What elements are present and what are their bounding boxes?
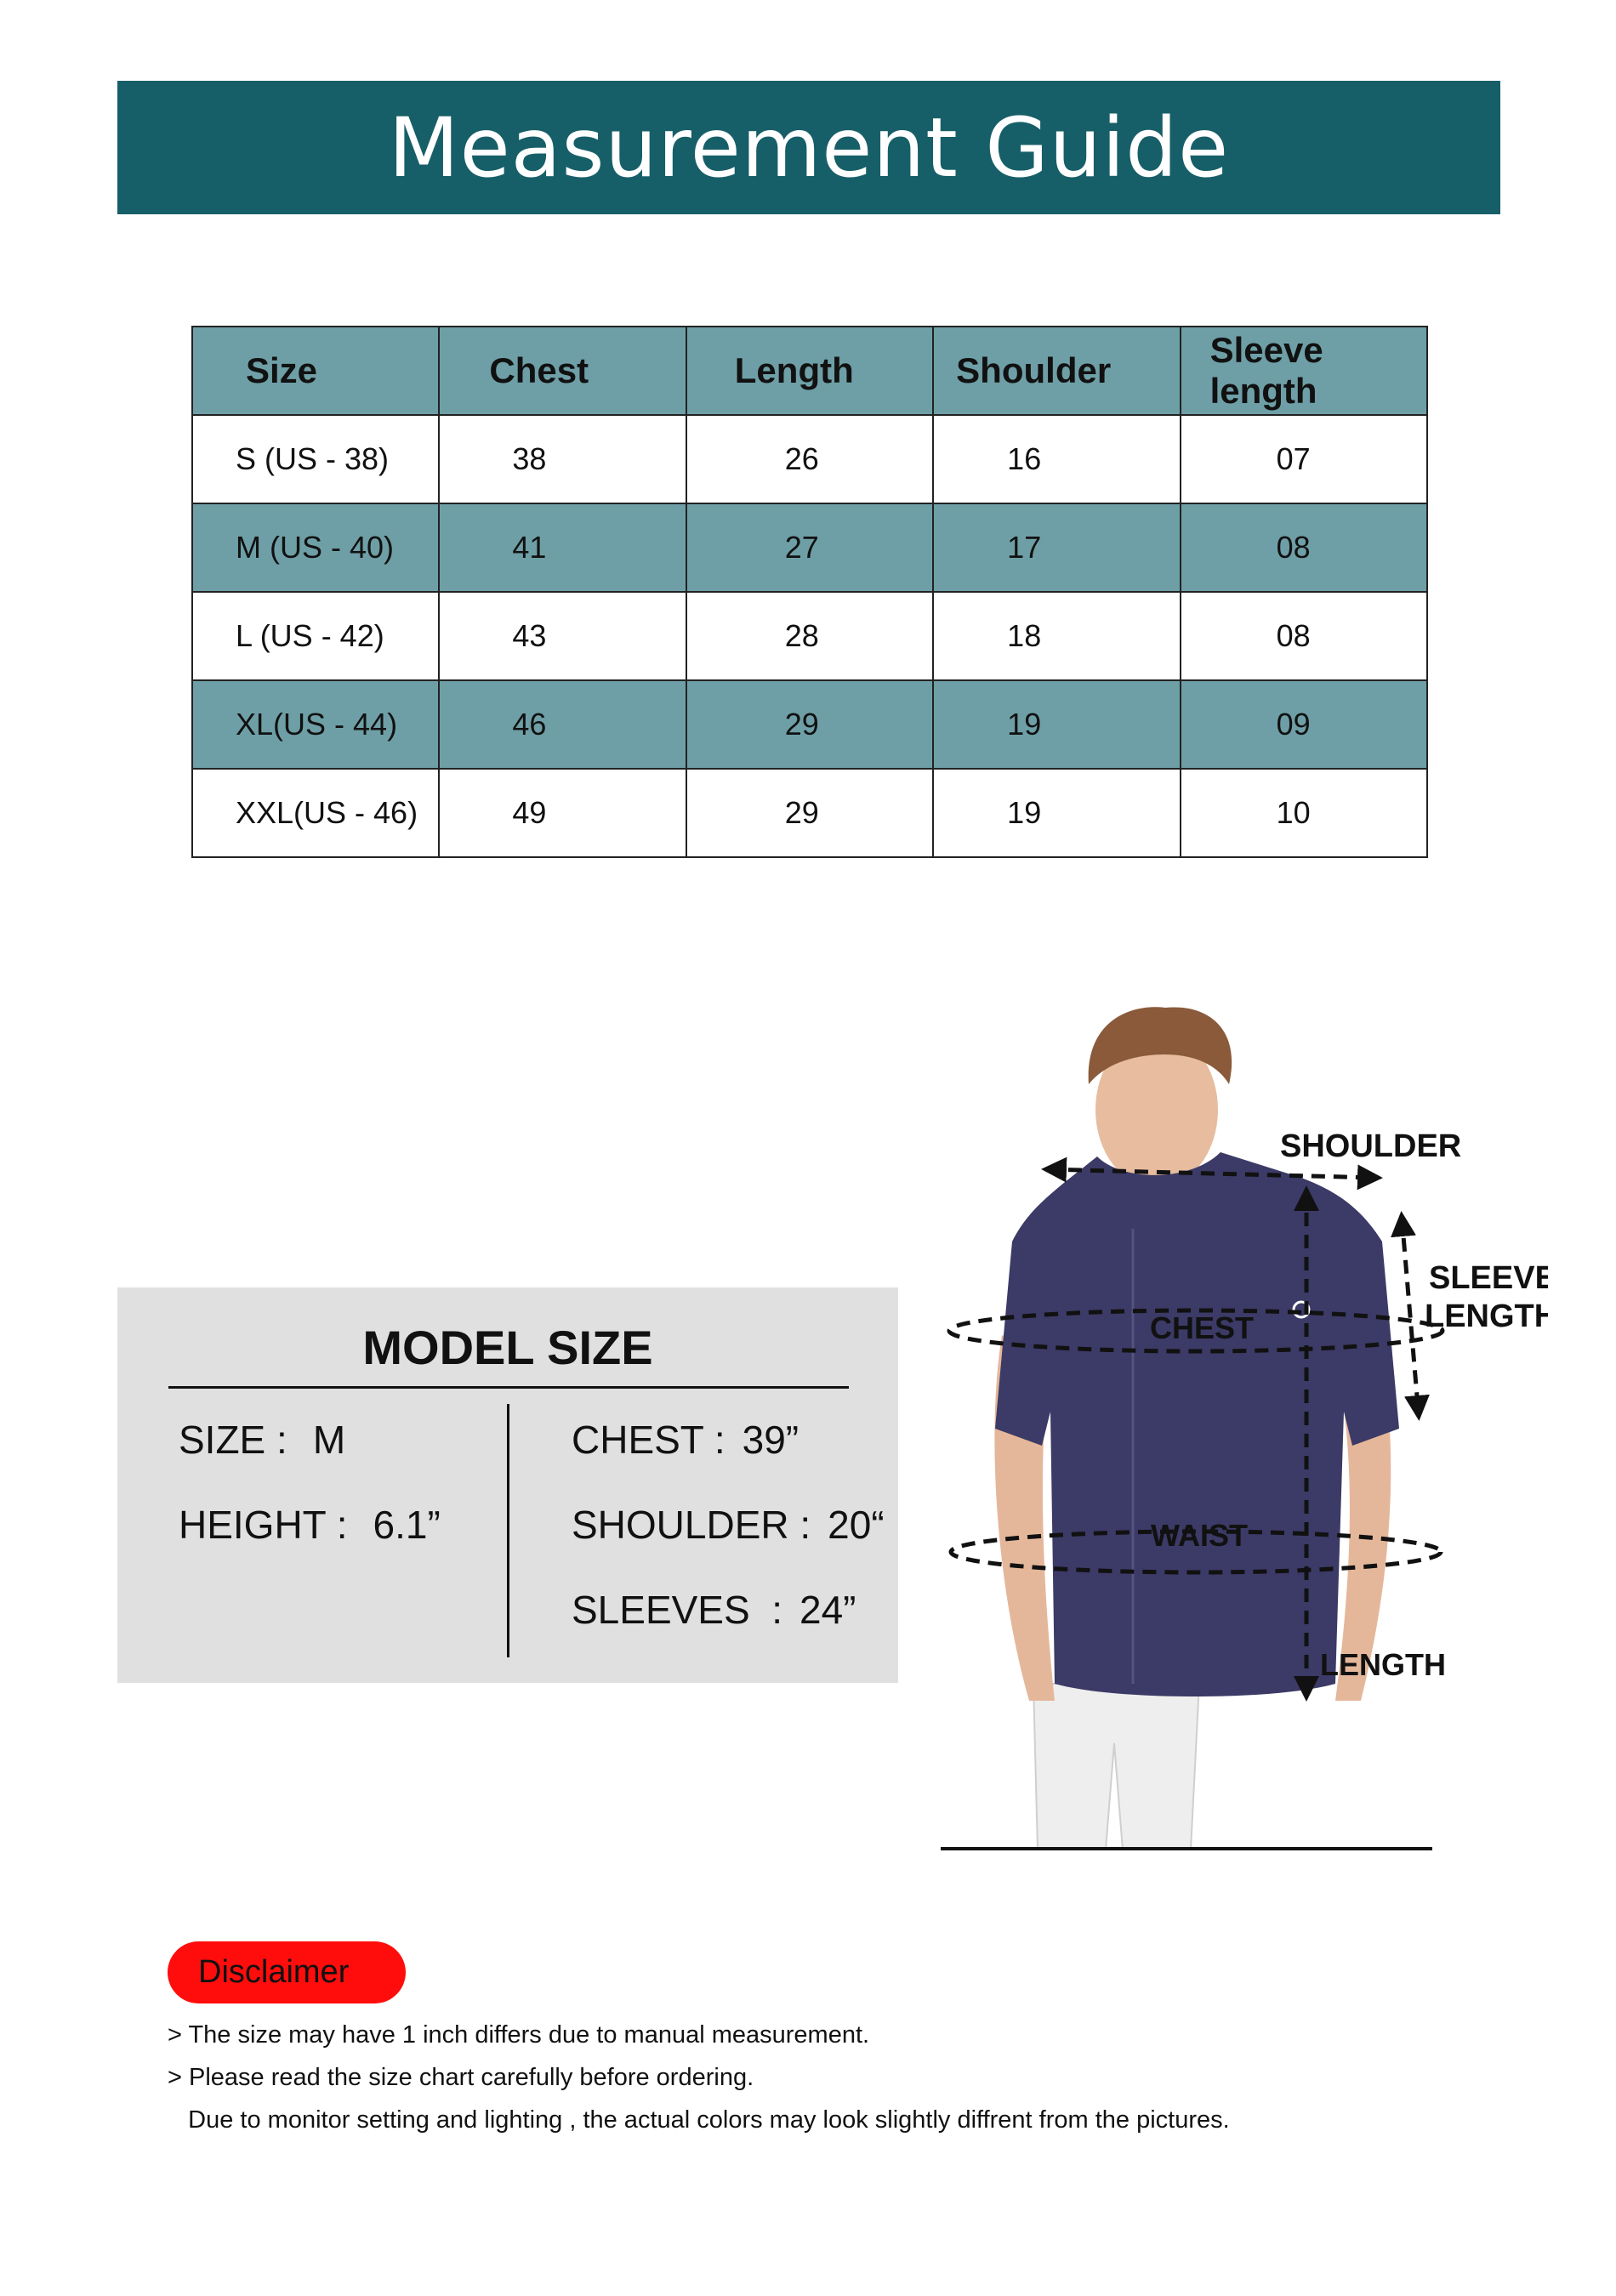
- cell-sleeve-length: 09: [1181, 680, 1427, 769]
- table-row: [192, 592, 1427, 680]
- header-chest: Chest: [439, 327, 686, 415]
- stat-key: HEIGHT :: [179, 1503, 348, 1547]
- cell-size: XXL(US - 46): [192, 769, 439, 857]
- stat-value: M: [312, 1418, 346, 1462]
- disclaimer-line: > The size may have 1 inch differs due to manual measurement.: [168, 2021, 870, 2049]
- cell-sleeve-length: 08: [1181, 592, 1427, 680]
- pants: [1033, 1684, 1199, 1850]
- table-row: [192, 769, 1427, 857]
- cell-length: 28: [686, 592, 933, 680]
- size-chart-table: [191, 326, 1428, 858]
- label-length: LENGTH: [1320, 1647, 1446, 1682]
- stat-value: 6.1”: [373, 1503, 441, 1547]
- sleeve-arrow: [1402, 1216, 1419, 1416]
- header-length: Length: [686, 327, 933, 415]
- cell-sleeve-length: 08: [1181, 503, 1427, 592]
- model-stat-sleeves: [572, 1587, 856, 1633]
- disclaimer-badge: Disclaimer: [168, 1941, 406, 2003]
- cell-chest: 46: [439, 680, 686, 769]
- stat-value: 24”: [799, 1588, 856, 1632]
- label-sleeve-length: LENGTH: [1425, 1299, 1548, 1334]
- cell-shoulder: 19: [933, 769, 1180, 857]
- page-title: Measurement Guide: [388, 99, 1230, 196]
- cell-chest: 43: [439, 592, 686, 680]
- table-row: [192, 680, 1427, 769]
- cell-sleeve-length: 10: [1181, 769, 1427, 857]
- cell-length: 27: [686, 503, 933, 592]
- cell-sleeve-length: 07: [1181, 415, 1427, 503]
- floor-line: [941, 1847, 1432, 1850]
- disclaimer-line: Due to monitor setting and lighting , the actual colors may look slightly diffrent from the pictures.: [168, 2106, 1230, 2134]
- cell-shoulder: 16: [933, 415, 1180, 503]
- model-measurement-illustration: [936, 935, 1548, 1858]
- header-size: Size: [192, 327, 439, 415]
- cell-chest: 41: [439, 503, 686, 592]
- divider-vertical: [507, 1404, 509, 1657]
- cell-shoulder: 17: [933, 503, 1180, 592]
- table-row: [192, 415, 1427, 503]
- model-size-panel: [117, 1287, 898, 1683]
- model-stat-size: [179, 1417, 345, 1463]
- header-shoulder: Shoulder: [933, 327, 1180, 415]
- cell-length: 29: [686, 769, 933, 857]
- stat-value: 39”: [742, 1418, 799, 1462]
- model-size-heading: MODEL SIZE: [362, 1321, 653, 1374]
- label-sleeve: SLEEVE: [1429, 1260, 1548, 1296]
- stat-key: CHEST :: [572, 1418, 725, 1462]
- label-shoulder: SHOULDER: [1280, 1128, 1462, 1164]
- title-banner: [117, 81, 1500, 214]
- header-sleeve-length: Sleeve length: [1181, 327, 1427, 415]
- cell-size: XL(US - 44): [192, 680, 439, 769]
- model-stat-chest: [572, 1417, 799, 1463]
- stat-key: SLEEVES :: [572, 1588, 783, 1632]
- table-row: [192, 503, 1427, 592]
- disclaimer-line: > Please read the size chart carefully before ordering.: [168, 2064, 754, 2091]
- model-photo-diagram: [936, 935, 1548, 1858]
- cell-length: 29: [686, 680, 933, 769]
- model-stat-shoulder: [572, 1502, 885, 1548]
- cell-chest: 49: [439, 769, 686, 857]
- tshirt: [995, 1152, 1399, 1696]
- cell-shoulder: 19: [933, 680, 1180, 769]
- cell-chest: 38: [439, 415, 686, 503]
- divider: [168, 1386, 849, 1389]
- model-stat-height: [179, 1502, 441, 1548]
- label-waist: WAIST: [1151, 1518, 1248, 1553]
- label-chest: CHEST: [1150, 1310, 1255, 1345]
- cell-size: S (US - 38): [192, 415, 439, 503]
- cell-shoulder: 18: [933, 592, 1180, 680]
- cell-size: M (US - 40): [192, 503, 439, 592]
- stat-key: SIZE :: [179, 1418, 287, 1462]
- stat-value: 20“: [828, 1503, 885, 1547]
- cell-length: 26: [686, 415, 933, 503]
- cell-size: L (US - 42): [192, 592, 439, 680]
- stat-key: SHOULDER :: [572, 1503, 811, 1547]
- table-header-row: [192, 327, 1427, 415]
